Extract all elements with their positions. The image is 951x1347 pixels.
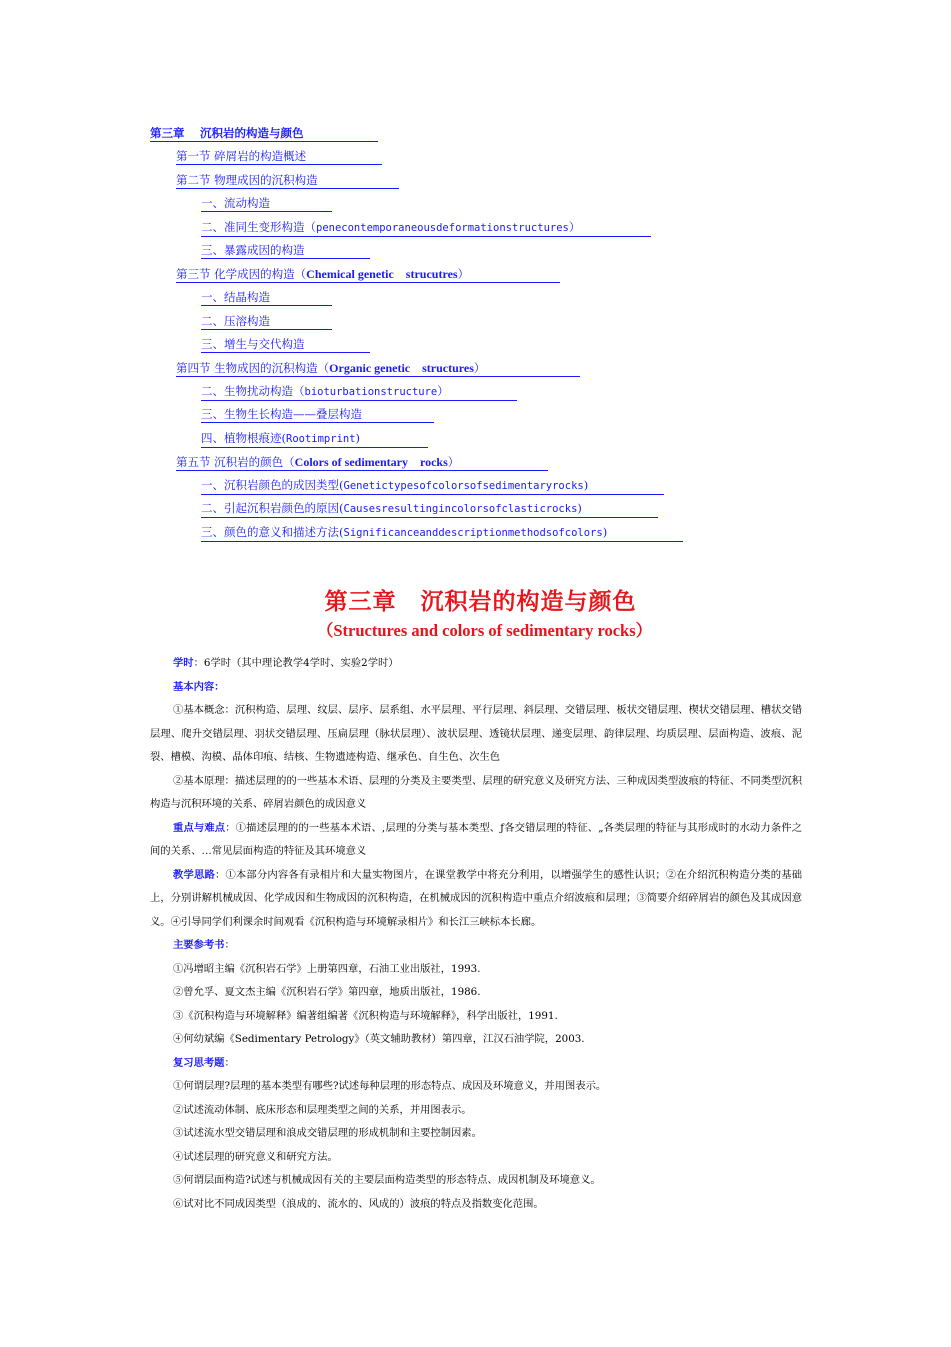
toc-section-5[interactable]: 第五节 沉积岩的颜色（Colors of sedimentary rocks）	[176, 455, 548, 471]
review-question: ③试述流水型交错层理和浪成交错层理的形成机制和主要控制因素。	[173, 1127, 482, 1139]
focus-label: 重点与难点	[173, 821, 226, 834]
toc-section-4[interactable]: 第四节 生物成因的沉积构造（Organic genetic structures）	[176, 361, 580, 377]
toc-section-5-item-1[interactable]: 一、沉积岩颜色的成因类型(Genetictypesofcolorsofsedimentaryrocks)	[201, 478, 664, 495]
reference-item: ②曾允孚、夏文杰主编《沉积岩石学》第四章，地质出版社，1986.	[173, 986, 481, 998]
chapter-body	[150, 652, 802, 1216]
content-principles: ②基本原理：描述层理的的一些基本术语、层理的分类及主要类型、层理的研究意义及研究方法、三种成因类型波痕的特征、不同类型沉积构造与沉积环境的关系、碎屑岩颜色的成因意义	[150, 774, 802, 810]
review-question: ②试述流动体制、底床形态和层理类型之间的关系，并用图表示。	[173, 1103, 472, 1116]
hours-text: ：6学时（其中理论教学4学时、实验2学时）	[193, 657, 399, 669]
toc-section-3-item-3[interactable]: 三、增生与交代构造	[201, 337, 370, 353]
review-question: ⑤何谓层面构造?试述与机械成因有关的主要层面构造类型的形态特点、成因机制及环境意义。	[173, 1174, 601, 1186]
toc-section-3[interactable]: 第三节 化学成因的构造（Chemical genetic strucutres）	[176, 267, 560, 283]
toc-section-4-item-4[interactable]: 四、植物根痕迹(Rootimprint)	[201, 431, 428, 448]
toc-section-5-item-2[interactable]: 二、引起沉积岩颜色的原因(Causesresultingincolorsofclasticrocks)	[201, 501, 658, 518]
reference-item: ④何幼斌编《Sedimentary Petrology》（英文辅助教材）第四章，江汉石油学院，2003.	[173, 1033, 585, 1045]
toc-section-5-item-3[interactable]: 三、颜色的意义和描述方法(Significanceanddescriptionmethodsofcolors)	[201, 525, 683, 542]
refs-heading: 主要参考书：	[173, 939, 235, 951]
review-question: ①何谓层理?层理的基本类型有哪些?试述每种层理的形态特点、成因及环境意义，并用图表示。	[173, 1080, 607, 1092]
reference-item: ①冯增昭主编《沉积岩石学》上册第四章，石油工业出版社，1993.	[173, 962, 481, 975]
review-question: ⑥试对比不同成因类型（浪成的、流水的、风成的）波痕的特点及指数变化范围。	[173, 1197, 544, 1210]
toc-section-2[interactable]: 第二节 物理成因的沉积构造	[176, 173, 399, 189]
hours-line	[150, 652, 802, 676]
hours-label: 学时	[173, 657, 194, 669]
toc-section-2-item-3[interactable]: 三、暴露成因的构造	[201, 243, 370, 259]
focus-paragraph: 重点与难点：①描述层理的的一些基本术语、,层理的分类与基本类型、ƒ各交错层理的特征、„各类层理的特征与其形成时的水动力条件之间的关系、…常见层面构造的特征及其环境意义	[150, 821, 803, 857]
toc-section-3-item-1[interactable]: 一、结晶构造	[201, 290, 332, 306]
toc-section-1[interactable]: 第一节 碎屑岩的构造概述	[176, 149, 382, 165]
review-heading: 复习思考题：	[173, 1056, 235, 1069]
content-concepts: ①基本概念：沉积构造、层理、纹层、层序、层系组、水平层理、平行层理、斜层理、交错层理、板状交错层理、楔状交错层理、槽状交错层理、爬升交错层理、羽状交错层理、压扁层理（脉状层理）、波状层理、透镜状层理、递变层理、韵律层理、均质层理、层面构造、波痕、泥裂、槽模、沟模、晶体印痕、结核、生物遗迹构造、继承色、自生色、次生色	[150, 704, 802, 763]
content-heading: 基本内容：	[173, 680, 225, 693]
toc-section-2-item-2[interactable]: 二、准同生变形构造（penecontemporaneousdeformationstructures）	[201, 220, 651, 237]
chapter-title: 第三章 沉积岩的构造与颜色	[324, 589, 637, 615]
toc-section-4-item-3[interactable]: 三、生物生长构造——叠层构造	[201, 407, 434, 423]
toc-section-2-item-1[interactable]: 一、流动构造	[201, 196, 332, 212]
review-question: ④试述层理的研究意义和研究方法。	[173, 1150, 338, 1163]
reference-item: ③《沉积构造与环境解释》编著组编著《沉积构造与环境解释》，科学出版社，1991.	[173, 1009, 558, 1022]
toc-section-4-item-2[interactable]: 二、生物扰动构造（bioturbationstructure）	[201, 384, 517, 401]
toc-chapter-3[interactable]: 第三章 沉积岩的构造与颜色	[150, 126, 378, 142]
chapter-title-english: （Structures and colors of sedimentary rocks）	[316, 621, 653, 640]
toc-section-3-item-2[interactable]: 二、压溶构造	[201, 314, 332, 330]
teaching-paragraph: 教学思路：①本部分内容各有录相片和大量实物图片，在课堂教学中将充分利用，以增强学生的感性认识；②在介绍沉积构造分类的基础上，分别讲解机械成因、化学成因和生物成因的沉积构造，在机械成因的沉积构造中重点介绍波痕和层理；③简要介绍碎屑岩的颜色及其成因意义。④引导同学们利课余时间观看《沉积构造与环境解录相片》和长江三峡标本长廊。	[150, 868, 803, 928]
teaching-label: 教学思路	[173, 868, 215, 881]
